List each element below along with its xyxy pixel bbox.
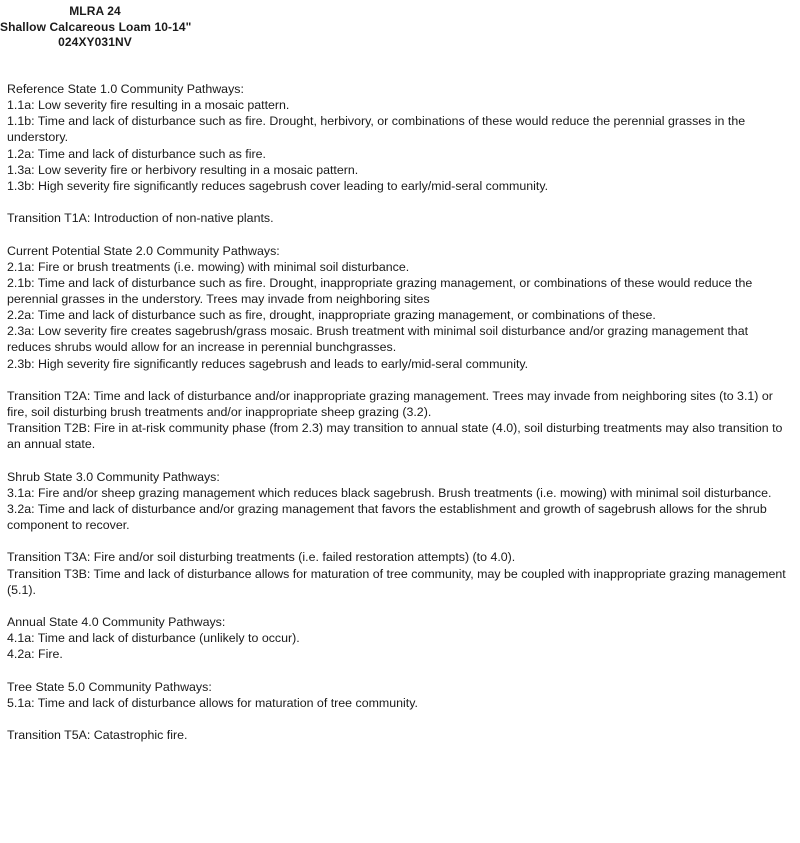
transition-t3-section: [7, 549, 793, 597]
mlra-label: MLRA 24: [69, 4, 121, 18]
section-heading: Shrub State 3.0 Community Pathways:: [7, 469, 220, 484]
pathway-line: 1.2a: Time and lack of disturbance such as fire.: [7, 146, 266, 161]
document-header: [0, 4, 190, 51]
transition-t5-section: [7, 727, 793, 743]
transition-line: Transition T3A: Fire and/or soil disturbing treatments (i.e. failed restoration attempts) (to 4.0).: [7, 550, 516, 565]
pathway-line: 1.3b: High severity fire significantly reduces sagebrush cover leading to early/mid-seral community.: [7, 178, 549, 193]
pathway-line: 1.1b: Time and lack of disturbance such as fire. Drought, herbivory, or combinations of these would reduce the perennial grasses in the understory.: [7, 114, 746, 145]
reference-state-section: [7, 81, 793, 194]
transition-t1-section: [7, 210, 793, 226]
site-id: 024XY031NV: [58, 35, 132, 49]
pathway-line: 2.1b: Time and lack of disturbance such as fire. Drought, inappropriate grazing management, or combinations of these would reduce the perennial grasses in the understory. Trees may invade from neighboring sites: [7, 275, 753, 306]
current-potential-state-section: [7, 243, 793, 372]
site-name: Shallow Calcareous Loam 10-14": [0, 19, 192, 34]
transition-line: Transition T1A: Introduction of non-native plants.: [7, 211, 274, 226]
pathway-line: 2.3b: High severity fire significantly reduces sagebrush and leads to early/mid-seral community.: [7, 356, 529, 371]
pathway-line: 1.3a: Low severity fire or herbivory resulting in a mosaic pattern.: [7, 162, 359, 177]
pathway-line: 2.3a: Low severity fire creates sagebrush/grass mosaic. Brush treatment with minimal soil disturbance and/or grazing management that reduces shrubs would allow for an increase in perennial bunchgrasses.: [7, 324, 749, 355]
tree-state-section: [7, 679, 793, 711]
pathway-line: 1.1a: Low severity fire resulting in a mosaic pattern.: [7, 98, 290, 113]
section-heading: Reference State 1.0 Community Pathways:: [7, 82, 244, 96]
transition-line: Transition T2A: Time and lack of disturbance and/or inappropriate grazing management. Trees may invade from neighboring sites (to 3.1) or fire, soil disturbing brush treatments and/or inappropriate sheep grazing (3.2).: [7, 388, 773, 420]
pathway-line: 5.1a: Time and lack of disturbance allows for maturation of tree community.: [7, 695, 418, 710]
transition-line: Transition T3B: Time and lack of disturbance allows for maturation of tree community, may be coupled with inappropriate grazing management (5.1).: [7, 566, 786, 597]
shrub-state-section: [7, 469, 793, 534]
pathway-line: 3.1a: Fire and/or sheep grazing management which reduces black sagebrush. Brush treatments (i.e. mowing) with minimal soil disturbance.: [7, 485, 772, 500]
transition-t2-section: [7, 388, 793, 453]
pathway-line: 4.1a: Time and lack of disturbance (unlikely to occur).: [7, 631, 300, 646]
section-heading: Current Potential State 2.0 Community Pathways:: [7, 243, 280, 258]
pathway-line: 2.1a: Fire or brush treatments (i.e. mowing) with minimal soil disturbance.: [7, 259, 410, 274]
pathway-line: 2.2a: Time and lack of disturbance such as fire, drought, inappropriate grazing management, or combinations of these.: [7, 308, 656, 323]
annual-state-section: [7, 614, 793, 662]
pathway-line: 4.2a: Fire.: [7, 647, 63, 662]
section-heading: Tree State 5.0 Community Pathways:: [7, 679, 212, 694]
section-heading: Annual State 4.0 Community Pathways:: [7, 615, 226, 630]
document-body: [7, 81, 793, 759]
pathway-line: 3.2a: Time and lack of disturbance and/or grazing management that favors the establishment and growth of sagebrush allows for the shrub component to recover.: [7, 502, 767, 533]
transition-line: Transition T5A: Catastrophic fire.: [7, 728, 188, 743]
transition-line: Transition T2B: Fire in at-risk community phase (from 2.3) may transition to annual state (4.0), soil disturbing treatments may also transition to an annual state.: [7, 421, 783, 452]
